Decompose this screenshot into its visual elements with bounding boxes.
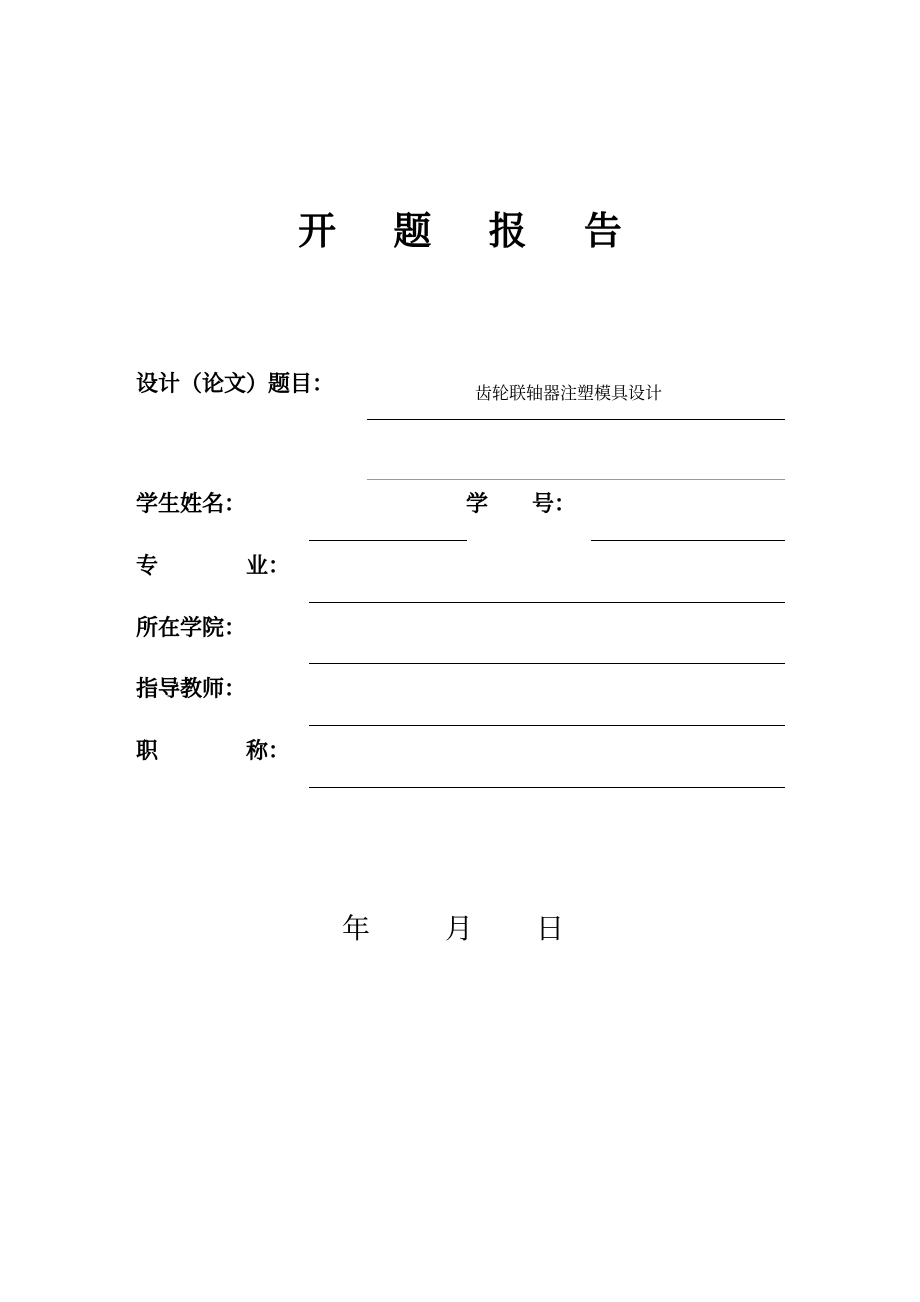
- date-day: 日: [536, 912, 565, 945]
- advisor-underline: [309, 725, 785, 726]
- date-year: 年: [342, 912, 371, 945]
- college-label: 所在学院：: [136, 616, 247, 641]
- topic-value: 齿轮联轴器注塑模具设计: [475, 384, 662, 404]
- topic-label: 设计（论文）题目：: [136, 372, 335, 397]
- advisor-label: 指导教师：: [136, 677, 247, 702]
- date-month: 月: [445, 912, 474, 945]
- student-name-label: 学生姓名：: [136, 492, 247, 517]
- student-name-underline: [309, 540, 467, 541]
- topic-underline-second: [367, 479, 785, 480]
- topic-underline: [367, 419, 785, 420]
- student-id-label: 学 号：: [466, 492, 577, 517]
- rank-underline: [309, 787, 785, 788]
- major-underline: [309, 602, 785, 603]
- rank-label: 职 称：: [136, 739, 291, 764]
- college-underline: [309, 663, 785, 664]
- major-label: 专 业：: [136, 554, 291, 579]
- student-id-underline: [591, 540, 785, 541]
- page-title: 开 题 报 告: [298, 209, 644, 253]
